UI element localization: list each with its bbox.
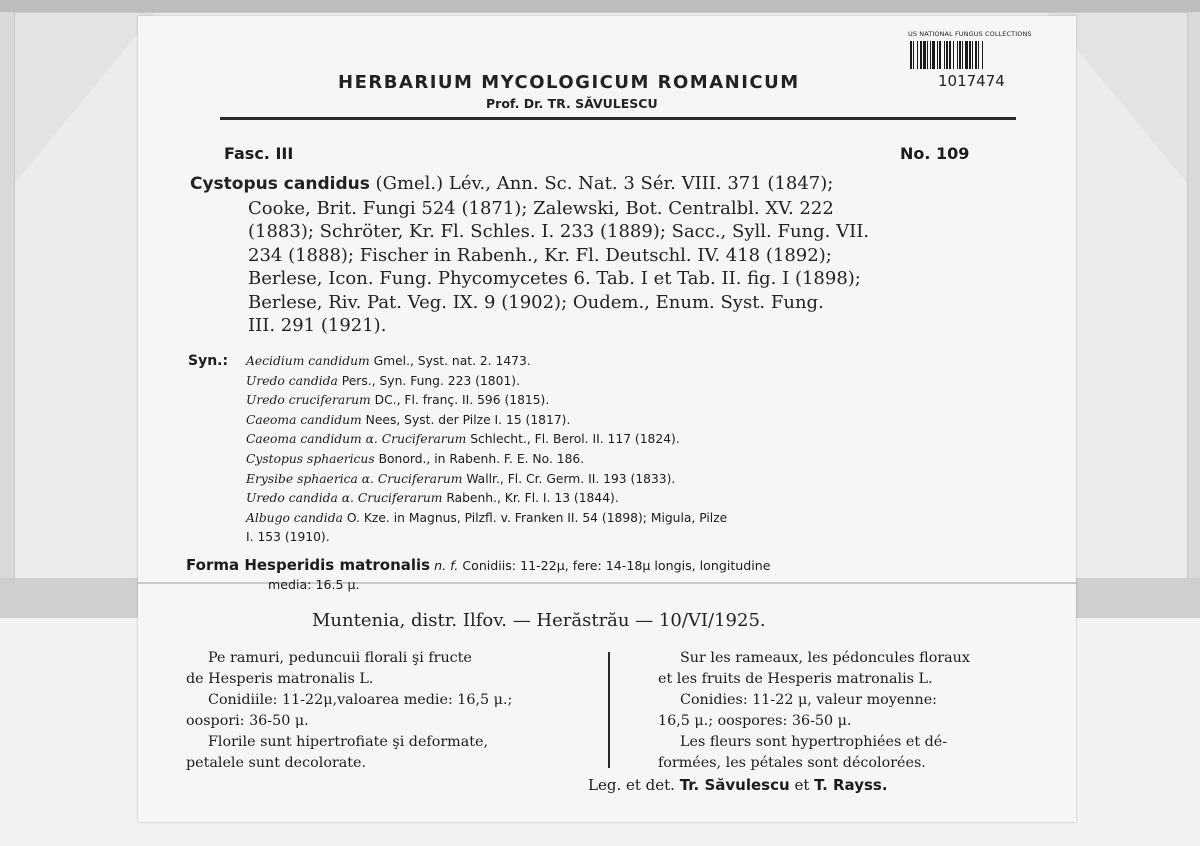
collector-name-2: T. Rayss. — [814, 776, 888, 794]
collection-locality: Muntenia, distr. Ilfov. — Herăstrău — 10/VI/1925. — [312, 610, 766, 631]
synonym-item: Albugo candida O. Kze. in Magnus, Pilzfl. v. Franken II. 54 (1898); Migula, Pilze — [246, 510, 728, 525]
ro-line-1: Pe ramuri, peduncuii florali şi fructe — [208, 650, 472, 666]
barcode-icon — [908, 40, 1042, 70]
herbarium-title: HERBARIUM MYCOLOGICUM ROMANICUM — [338, 72, 800, 93]
fascicle-label: Fasc. III — [224, 144, 294, 163]
synonyms-list — [188, 352, 1038, 548]
french-description — [658, 648, 1058, 774]
mount-top-edge — [0, 0, 1200, 12]
ro-line-4: oospori: 36-50 μ. — [186, 713, 309, 729]
collector-line: Leg. et det. Tr. Săvulescu et T. Rayss. — [588, 776, 888, 794]
citation-line-2: Cooke, Brit. Fungi 524 (1871); Zalewski, Bot. Centralbl. XV. 222 — [248, 197, 834, 219]
barcode-caption: US NATIONAL FUNGUS COLLECTIONS — [908, 30, 1032, 38]
fr-line-6: formées, les pétales sont décolorées. — [658, 755, 926, 771]
citation-line-1: (Gmel.) Lév., Ann. Sc. Nat. 3 Sér. VIII. 371 (1847); — [369, 173, 834, 194]
ro-line-3: Conidiile: 11-22μ,valoarea medie: 16,5 μ.; — [208, 692, 513, 708]
citation-line-6: Berlese, Riv. Pat. Veg. IX. 9 (1902); Oudem., Enum. Syst. Fung. — [248, 291, 824, 313]
herbarium-label — [138, 16, 1076, 822]
citation-line-7: III. 291 (1921). — [248, 315, 387, 336]
synonym-item: Aecidium candidum Gmel., Syst. nat. 2. 1473. — [246, 354, 531, 368]
collector-name-1: Tr. Săvulescu — [679, 776, 790, 794]
column-divider — [608, 652, 610, 768]
fr-line-3: Conidies: 11-22 μ, valeur moyenne: — [680, 692, 937, 708]
ro-line-6: petalele sunt decolorate. — [186, 755, 367, 771]
fr-line-4: 16,5 μ.; oospores: 36-50 μ. — [658, 713, 852, 729]
envelope-flap-left — [15, 13, 155, 183]
synonym-item: Uredo candida α. Cruciferarum Rabenh., Kr. Fl. I. 13 (1844). — [246, 491, 619, 506]
romanian-description — [186, 648, 586, 774]
barcode-number: 1017474 — [938, 72, 1005, 90]
forma-text-1: Conidiis: 11-22μ, fere: 14-18μ longis, longitudine — [458, 558, 771, 573]
citation-line-3: (1883); Schröter, Kr. Fl. Schles. I. 233 (1889); Sacc., Syll. Fung. VII. — [248, 221, 870, 242]
forma-status: n. f. — [430, 558, 459, 573]
fr-line-2: et les fruits de Hesperis matronalis L. — [658, 671, 933, 687]
ro-line-5: Florile sunt hipertrofiate şi deformate, — [208, 734, 488, 750]
species-name: Cystopus candidus — [190, 174, 370, 194]
title-rule — [220, 117, 1016, 120]
synonyms-label: Syn.: — [188, 353, 229, 369]
synonym-item: Uredo cruciferarum DC., Fl. franç. II. 596 (1815). — [246, 393, 550, 408]
citation-line-5: Berlese, Icon. Fung. Phycomycetes 6. Tab. I et Tab. II. fig. I (1898); — [248, 268, 861, 289]
citation-line-4: 234 (1888); Fischer in Rabenh., Kr. Fl. Deutschl. IV. 418 (1892); — [248, 244, 832, 266]
herbarium-editor: Prof. Dr. TR. SĂVULESCU — [486, 96, 658, 111]
fr-line-1: Sur les rameaux, les pédoncules floraux — [680, 650, 970, 666]
forma-text-2: media: 16.5 μ. — [268, 577, 360, 592]
species-citation — [190, 172, 1026, 338]
synonym-item: Caeoma candidum α. Cruciferarum Schlecht., Fl. Berol. II. 117 (1824). — [246, 432, 680, 447]
ro-line-2: de Hesperis matronalis L. — [186, 671, 374, 687]
fr-line-5: Les fleurs sont hypertrophiées et dé- — [680, 734, 948, 750]
forma-name: Forma Hesperidis matronalis — [186, 556, 431, 574]
synonym-item: Erysibe sphaerica α. Cruciferarum Wallr., Fl. Cr. Germ. II. 193 (1833). — [246, 471, 676, 486]
synonym-item: Cystopus sphaericus Bonord., in Rabenh. F. E. No. 186. — [246, 451, 585, 466]
synonym-item: Uredo candida Pers., Syn. Fung. 223 (1801). — [246, 373, 520, 388]
barcode-block — [908, 30, 1048, 90]
specimen-number: No. 109 — [900, 144, 970, 163]
forma-description — [186, 556, 1036, 594]
synonym-item: Caeoma candidum Nees, Syst. der Pilze I. 15 (1817). — [246, 412, 571, 427]
synonym-item: I. 153 (1910). — [246, 530, 330, 545]
